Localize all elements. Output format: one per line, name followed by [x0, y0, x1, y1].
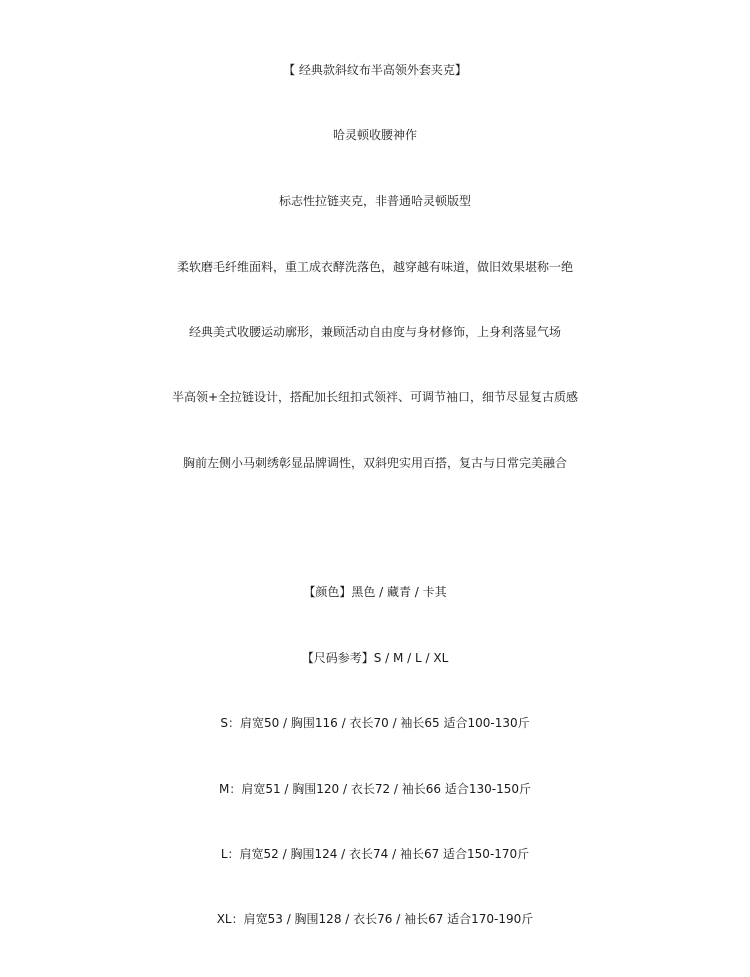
feature-line: 标志性拉链夹克，非普通哈灵顿版型	[278, 194, 471, 208]
feature-line: 经典美式收腰运动廓形，兼顾活动自由度与身材修饰，上身利落显气场	[188, 325, 561, 339]
feature-line: 半高领+全拉链设计，搭配加长纽扣式领袢、可调节袖口，细节尽显复古质感	[171, 390, 579, 404]
feature-line: 柔软磨毛纤维面料，重工成衣酵洗落色，越穿越有味道，做旧效果堪称一绝	[176, 260, 573, 274]
size-row-xl: XL：肩宽53 / 胸围128 / 衣长76 / 袖长67 适合170-190斤	[216, 912, 534, 926]
size-row-s: S：肩宽50 / 胸围116 / 衣长70 / 袖长65 适合100-130斤	[220, 716, 530, 730]
size-row-m: M：肩宽51 / 胸围120 / 衣长72 / 袖长66 适合130-150斤	[218, 782, 532, 796]
product-title: 【 经典款斜纹布半高领外套夹克】	[283, 63, 467, 77]
size-options: 【尺码参考】S / M / L / XL	[301, 651, 449, 665]
product-tagline: 哈灵顿收腰神作	[332, 128, 417, 142]
feature-line: 胸前左侧小马刺绣彰显品牌调性，双斜兜实用百搭，复古与日常完美融合	[182, 456, 567, 470]
size-row-l: L：肩宽52 / 胸围124 / 衣长74 / 袖长67 适合150-170斤	[220, 847, 530, 861]
color-options: 【颜色】黑色 / 藏青 / 卡其	[303, 585, 447, 599]
